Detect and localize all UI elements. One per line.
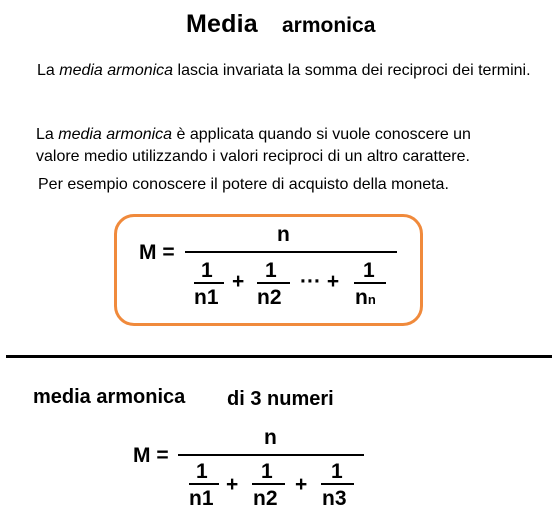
usage-line-3: Per esempio conoscere il potere di acquisto della moneta. bbox=[38, 176, 449, 193]
general-termn-den-sub: n bbox=[367, 292, 376, 307]
usage-line1-rest: è applicata quando si vuole conoscere un bbox=[172, 126, 471, 143]
general-termn-denominator bbox=[355, 286, 376, 310]
three-term2-numerator: 1 bbox=[261, 460, 273, 483]
three-formula-numerator: n bbox=[264, 426, 277, 449]
usage-line-2: valore medio utilizzando i valori reciproci di un altro carattere. bbox=[36, 148, 470, 165]
general-ellipsis-plus: ··· + bbox=[300, 270, 340, 293]
three-term1-bar bbox=[189, 483, 219, 485]
general-termn-numerator: 1 bbox=[363, 259, 375, 282]
usage-term: media armonica bbox=[58, 126, 173, 143]
three-term3-bar bbox=[321, 483, 354, 485]
general-formula-lhs: M = bbox=[139, 241, 175, 264]
usage-line-1 bbox=[36, 124, 471, 146]
section2-heading-b: di 3 numeri bbox=[227, 388, 334, 410]
three-term1-numerator: 1 bbox=[196, 460, 208, 483]
definition-paragraph bbox=[37, 60, 537, 82]
title-sub: armonica bbox=[282, 14, 376, 37]
general-term1-bar bbox=[194, 282, 224, 284]
section-divider bbox=[6, 355, 552, 358]
general-plus-1: + bbox=[232, 270, 245, 293]
section2-heading-a: media armonica bbox=[33, 386, 186, 408]
three-term2-bar bbox=[252, 483, 285, 485]
definition-rest: lascia invariata la somma dei reciproci dei termini. bbox=[173, 62, 531, 79]
general-formula-numerator: n bbox=[277, 223, 290, 246]
three-term3-numerator: 1 bbox=[331, 460, 343, 483]
three-term3-denominator: n3 bbox=[322, 487, 347, 510]
three-term2-denominator: n2 bbox=[253, 487, 278, 510]
general-term2-denominator: n2 bbox=[257, 286, 282, 309]
general-term1-denominator: n1 bbox=[194, 286, 219, 309]
definition-term: media armonica bbox=[59, 62, 174, 79]
general-termn-bar bbox=[354, 282, 386, 284]
three-formula-main-fraction-bar bbox=[178, 454, 364, 456]
usage-prefix: La bbox=[36, 126, 59, 143]
title-main: Media bbox=[186, 10, 258, 38]
general-termn-den-main: n bbox=[355, 286, 368, 309]
general-term1-numerator: 1 bbox=[201, 259, 213, 282]
general-term2-bar bbox=[257, 282, 290, 284]
three-plus-1: + bbox=[226, 473, 239, 496]
three-term1-denominator: n1 bbox=[189, 487, 214, 510]
definition-prefix: La bbox=[37, 62, 60, 79]
general-formula-main-fraction-bar bbox=[185, 251, 397, 253]
general-term2-numerator: 1 bbox=[265, 259, 277, 282]
three-plus-2: + bbox=[295, 473, 308, 496]
three-formula-lhs: M = bbox=[133, 444, 169, 467]
